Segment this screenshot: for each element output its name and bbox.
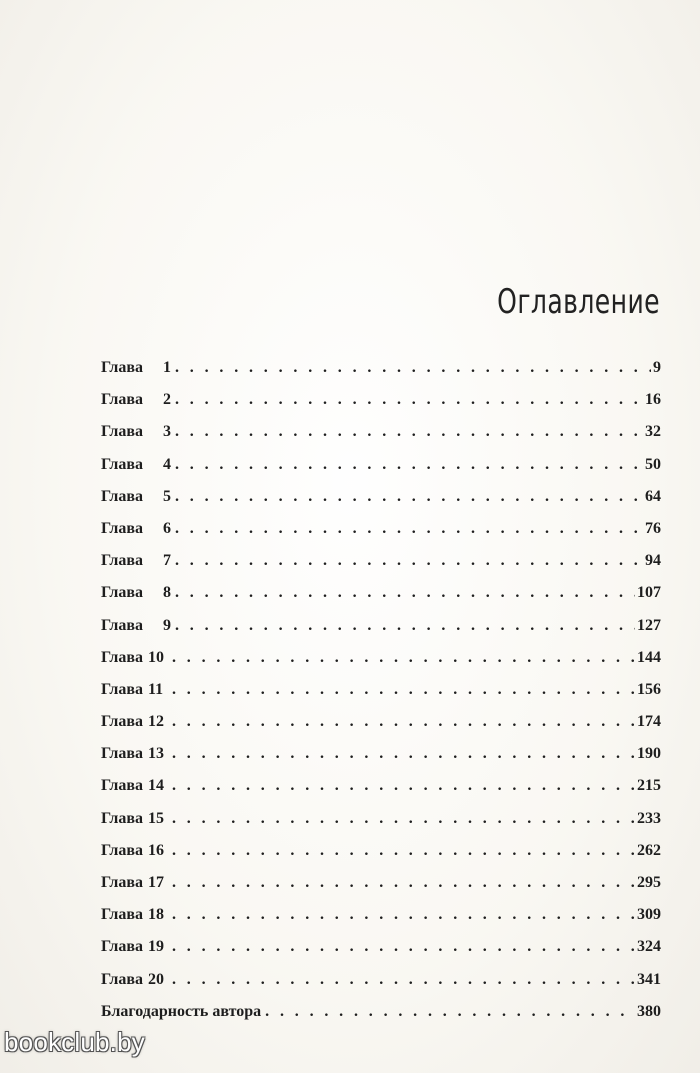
toc-dot-leader: [175, 513, 643, 545]
toc-entry-label: Глава: [101, 487, 143, 505]
toc-entry-page: 309: [637, 906, 661, 924]
toc-entry-label: Глава: [101, 584, 143, 602]
page-title: Оглавление: [497, 282, 660, 322]
toc-entry: [101, 803, 661, 835]
toc-entry: [101, 449, 661, 481]
toc-entry-page: 341: [637, 970, 661, 988]
toc-entry-number: 13: [148, 745, 164, 763]
toc-entry-number: 6: [163, 519, 171, 537]
toc-entry-label: Глава: [101, 648, 143, 666]
toc-dot-leader: [172, 642, 635, 674]
toc-entry-page: 9: [653, 359, 661, 376]
toc-dot-leader: [175, 610, 635, 642]
toc-dot-leader: [172, 835, 635, 867]
toc-entry: [101, 931, 661, 963]
toc-entry: [101, 352, 661, 384]
toc-entry-number: 9: [163, 616, 171, 634]
toc-entry-label: Глава: [101, 809, 143, 827]
toc-entry: [101, 996, 661, 1028]
toc-entry-number: 10: [148, 648, 164, 666]
toc-entry: [101, 416, 661, 448]
toc-dot-leader: [175, 545, 643, 577]
toc-entry-number: 1: [163, 359, 171, 376]
toc-entry: [101, 867, 661, 899]
toc-entry-page: 380: [637, 1002, 661, 1020]
toc-entry-number: 16: [148, 841, 164, 859]
toc-dot-leader: [172, 867, 635, 899]
toc-entry: [101, 770, 661, 802]
toc-entry-label: Глава: [101, 745, 143, 763]
toc-entry-page: 262: [637, 841, 661, 859]
toc-entry-label: Глава: [101, 423, 143, 441]
toc-entry-label: Глава: [101, 970, 143, 988]
toc-entry: [101, 481, 661, 513]
toc-entry-page: 76: [645, 519, 661, 537]
toc-dot-leader: [172, 770, 635, 802]
toc-dot-leader: [172, 738, 635, 770]
toc-dot-leader: [172, 803, 635, 835]
toc-entry: [101, 545, 661, 577]
toc-entry-number: 3: [163, 423, 171, 441]
toc-entry-label: Глава: [101, 938, 143, 956]
toc-entry: [101, 835, 661, 867]
toc-entry-page: 190: [637, 745, 661, 763]
toc-dot-leader: [175, 384, 643, 416]
toc-entry-number: 12: [148, 713, 164, 731]
toc-entry-number: 20: [148, 970, 164, 988]
toc-entry: [101, 899, 661, 931]
toc-dot-leader: [172, 706, 635, 738]
toc-entry-label: Глава: [101, 713, 143, 731]
toc-entry-page: 107: [637, 584, 661, 602]
toc-entry-page: 233: [637, 809, 661, 827]
toc-dot-leader: [175, 449, 643, 481]
toc-entry-number: 15: [148, 809, 164, 827]
toc-entry: [101, 738, 661, 770]
toc-entry-number: 4: [163, 455, 171, 473]
toc-entry: [101, 610, 661, 642]
toc-dot-leader: [172, 899, 635, 931]
toc-entry-number: 7: [163, 552, 171, 570]
toc-dot-leader: [175, 352, 651, 384]
toc-entry-label: Глава: [101, 777, 143, 795]
toc-entry-number: 19: [148, 938, 164, 956]
toc-entry-number: 8: [163, 584, 171, 602]
toc-entry-label: Благодарность автора: [101, 1002, 262, 1020]
toc-entry-page: 215: [637, 777, 661, 795]
toc-entry: [101, 964, 661, 996]
toc-entry-label: Глава: [101, 841, 143, 859]
toc-entry-number: 2: [163, 391, 171, 409]
toc-dot-leader: [175, 577, 635, 609]
toc-dot-leader: [172, 931, 635, 963]
toc-entry: [101, 513, 661, 545]
toc-entry-page: 144: [637, 648, 661, 666]
toc-entry-label: Глава: [101, 359, 143, 376]
toc-entry-label: Глава: [101, 391, 143, 409]
toc-entry: [101, 577, 661, 609]
toc-entry: [101, 706, 661, 738]
toc-entry-label: Глава: [101, 455, 143, 473]
toc-entry-number: 5: [163, 487, 171, 505]
toc-entry-page: 50: [645, 455, 661, 473]
toc-entry: [101, 642, 661, 674]
toc-entry-label: Глава: [101, 906, 143, 924]
table-of-contents: [101, 352, 661, 1028]
toc-entry-number: 17: [148, 874, 164, 891]
toc-dot-leader: [265, 996, 635, 1028]
toc-entry-page: 295: [637, 874, 661, 891]
toc-entry-label: Глава: [101, 616, 143, 634]
toc-entry-page: 324: [637, 938, 661, 956]
toc-entry-label: Глава: [101, 874, 143, 891]
toc-entry-number: 18: [148, 906, 164, 924]
toc-entry-page: 32: [645, 423, 661, 441]
toc-dot-leader: [175, 481, 643, 513]
toc-entry: [101, 384, 661, 416]
toc-entry-number: 14: [148, 777, 164, 795]
toc-entry-page: 94: [645, 552, 661, 570]
toc-entry-label: Глава: [101, 519, 143, 537]
toc-dot-leader: [172, 964, 635, 996]
toc-entry-page: 64: [645, 487, 661, 505]
toc-entry-page: 156: [637, 680, 661, 698]
toc-entry-page: 127: [637, 616, 661, 634]
toc-entry: [101, 674, 661, 706]
toc-entry-label: Глава: [101, 552, 143, 570]
toc-dot-leader: [175, 416, 643, 448]
toc-entry-number: 11: [148, 680, 164, 698]
toc-entry-label: Глава: [101, 680, 143, 698]
toc-dot-leader: [172, 674, 635, 706]
toc-entry-page: 16: [645, 391, 661, 409]
toc-entry-page: 174: [637, 713, 661, 731]
watermark-logo: bookclub.by: [4, 1027, 145, 1057]
